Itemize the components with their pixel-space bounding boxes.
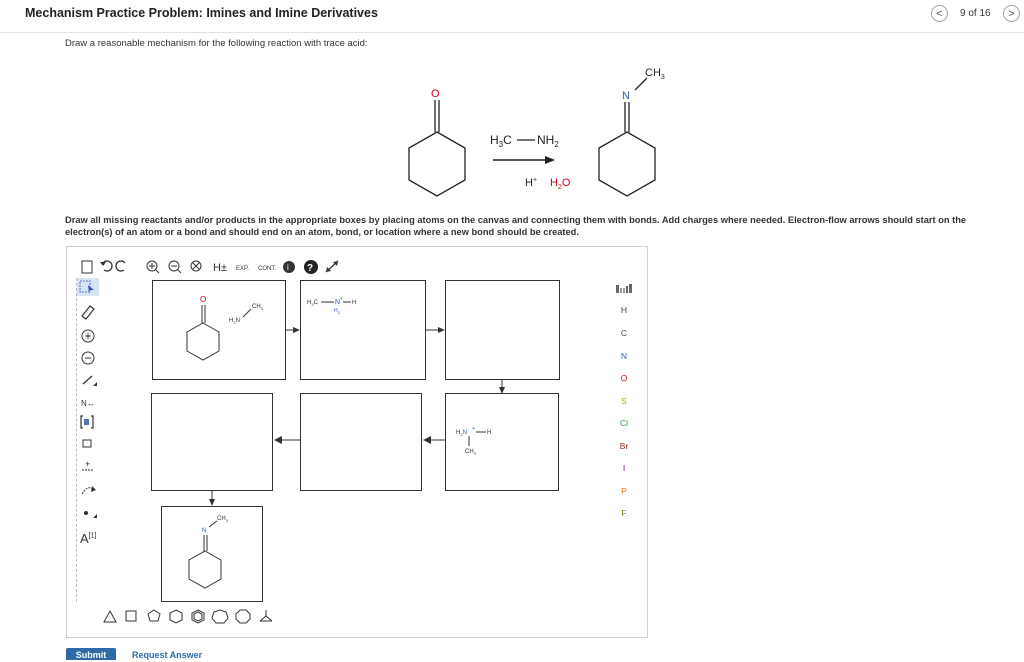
previous-question-button[interactable]: < — [931, 5, 948, 22]
instructions-text: Draw all missing reactants and/or products in the appropriate boxes by placing atoms on the canvas and connecting them with bonds. Add charges where needed. Electron-flow arrows should start on the electron(s) of an atom or a bond and should end on an atom, bond, or location where a new bond should be created. — [65, 215, 967, 237]
arrow-box3-to-box4 — [499, 380, 505, 394]
contract-button[interactable]: CONT. — [258, 266, 276, 272]
svg-text:i: i — [287, 263, 289, 272]
water-label: $H_2O$ — [550, 177, 571, 191]
arrow-box4-to-box5 — [423, 436, 445, 444]
acid-catalyst-label: H+ — [525, 177, 538, 189]
box4-methyl-label: $CH_3$ — [465, 449, 476, 456]
box4-hydrogen-label: H — [487, 430, 492, 436]
svg-text:N↔: N↔ — [81, 399, 95, 408]
element-p-button[interactable]: P — [621, 486, 627, 496]
element-f-button[interactable]: F — [621, 508, 627, 518]
submit-button[interactable]: Submit — [66, 648, 116, 660]
undo-icon[interactable] — [100, 261, 112, 271]
box7-methyl-label: $CH_3$ — [217, 516, 228, 523]
benzene-icon[interactable] — [192, 610, 204, 623]
next-question-button[interactable]: > — [1003, 5, 1020, 22]
question-counter: 9 of 16 — [960, 8, 991, 19]
product-methyl-label: $CH_3$ — [645, 67, 665, 81]
template-icon[interactable] — [260, 610, 272, 621]
request-answer-link[interactable]: Request Answer — [132, 650, 203, 660]
question-prompt: Draw a reasonable mechanism for the following reaction with trace acid: — [65, 38, 368, 49]
box1-oxygen-label: O — [200, 295, 207, 304]
cyclopropane-icon[interactable] — [104, 611, 116, 622]
box2-nitrogen-label: N — [335, 299, 341, 306]
mechanism-box-7[interactable] — [161, 506, 263, 602]
box-flow-arrows — [140, 270, 580, 520]
imine-product-ring — [599, 132, 655, 196]
product-nitrogen-label: N — [622, 90, 630, 102]
arrow-box5-to-box6 — [274, 436, 300, 444]
element-h-button[interactable]: H — [620, 305, 628, 315]
element-cl-button[interactable]: Cl — [619, 418, 629, 428]
arrow-box6-to-box7 — [209, 491, 215, 506]
svg-text:?: ? — [307, 263, 314, 274]
arrow-box2-to-box3 — [426, 327, 445, 333]
element-i-button[interactable]: I — [622, 463, 626, 473]
cyclobutane-icon[interactable] — [126, 611, 136, 621]
cyclopentane-icon[interactable] — [148, 610, 160, 621]
box1-amine-label: $H_2N$ — [229, 318, 240, 325]
svg-text:+: + — [85, 459, 91, 469]
box2-h2-label: $H_2$ — [334, 308, 340, 315]
reaction-scheme — [395, 60, 695, 200]
box2-charge-label: + — [340, 296, 343, 302]
element-s-button[interactable]: S — [621, 396, 627, 406]
box2-methyl-label: $H_3C$ — [307, 300, 318, 307]
periodic-table-icon[interactable] — [615, 283, 635, 295]
cycloheptane-icon[interactable] — [212, 610, 228, 623]
box1-methyl-label: $CH_3$ — [252, 304, 263, 311]
hydrogen-toggle[interactable]: H± — [213, 262, 227, 274]
page-title: Mechanism Practice Problem: Imines and Imine Derivatives — [25, 6, 378, 20]
box7-nitrogen-label: N — [202, 528, 207, 534]
arrow-box1-to-box2 — [286, 327, 300, 333]
ring-toolbar — [100, 608, 280, 626]
box4-charge-label: + — [472, 426, 475, 432]
reactant-oxygen-label: O — [431, 88, 440, 100]
cyclooctane-icon[interactable] — [236, 610, 250, 623]
element-c-button[interactable]: C — [620, 328, 628, 338]
element-o-button[interactable]: O — [620, 373, 628, 383]
cyclohexane-icon[interactable] — [170, 610, 182, 623]
expand-button[interactable]: EXP. — [236, 266, 249, 272]
new-document-icon[interactable] — [82, 261, 92, 273]
reagent-amine-label: $NH_2$ — [537, 133, 559, 149]
redo-icon[interactable] — [116, 261, 125, 271]
header-divider — [0, 32, 1024, 33]
cyclohexanone-ring — [409, 132, 465, 196]
reagent-methyl-label: $H_3C$ — [490, 133, 512, 149]
box2-hydrogen-label: H — [352, 300, 357, 306]
element-br-button[interactable]: Br — [619, 441, 629, 451]
box4-amine-label: $H_2N$ — [456, 430, 467, 437]
atom-map-tool[interactable]: A[1] — [80, 531, 97, 546]
element-n-button[interactable]: N — [620, 351, 628, 361]
